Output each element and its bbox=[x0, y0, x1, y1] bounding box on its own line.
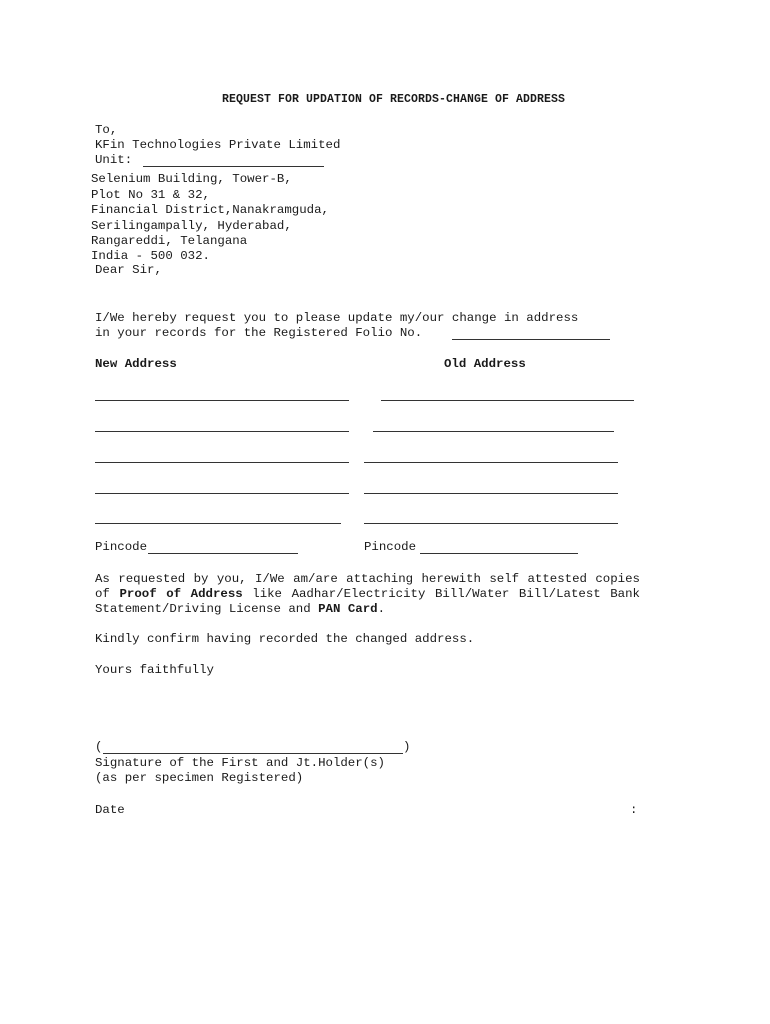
signature-close-paren: ) bbox=[403, 740, 411, 754]
address-line: Selenium Building, Tower-B, bbox=[91, 172, 292, 186]
address-line: Serilingampally, Hyderabad, bbox=[91, 219, 292, 233]
date-colon: : bbox=[630, 803, 638, 817]
old-address-line-1[interactable] bbox=[381, 400, 634, 401]
new-address-line-4[interactable] bbox=[95, 493, 349, 494]
old-address-line-4[interactable] bbox=[364, 493, 618, 494]
signature-note: (as per specimen Registered) bbox=[95, 771, 304, 785]
new-address-line-2[interactable] bbox=[95, 431, 349, 432]
old-pincode-label: Pincode bbox=[364, 540, 417, 554]
address-line: Rangareddi, Telangana bbox=[91, 234, 248, 248]
proof-of-address-emphasis: Proof of Address bbox=[119, 587, 243, 601]
salutation: Dear Sir, bbox=[95, 263, 162, 277]
closing-line: Yours faithfully bbox=[95, 663, 214, 677]
attachment-text: . bbox=[377, 602, 386, 616]
new-pincode-label: Pincode bbox=[95, 540, 148, 554]
signature-open-paren: ( bbox=[95, 740, 103, 754]
request-line-1: I/We hereby request you to please update my/our change in address bbox=[95, 311, 579, 325]
new-address-line-5[interactable] bbox=[95, 523, 341, 524]
pan-card-emphasis: PAN Card bbox=[318, 602, 378, 616]
attachment-paragraph bbox=[95, 572, 640, 617]
new-address-line-3[interactable] bbox=[95, 462, 349, 463]
new-address-line-1[interactable] bbox=[95, 400, 349, 401]
confirm-line: Kindly confirm having recorded the changed address. bbox=[95, 632, 475, 646]
signature-blank[interactable] bbox=[103, 753, 403, 754]
page-title: REQUEST FOR UPDATION OF RECORDS-CHANGE OF ADDRESS bbox=[222, 93, 566, 106]
old-address-line-5[interactable] bbox=[364, 523, 618, 524]
new-pincode-blank[interactable] bbox=[148, 553, 298, 554]
old-address-line-3[interactable] bbox=[364, 462, 618, 463]
to-line: To, bbox=[95, 123, 118, 137]
folio-number-blank[interactable] bbox=[452, 339, 610, 340]
request-line-2: in your records for the Registered Folio No. bbox=[95, 326, 430, 340]
address-line: Plot No 31 & 32, bbox=[91, 188, 210, 202]
date-label: Date bbox=[95, 803, 125, 817]
address-line: India - 500 032. bbox=[91, 249, 210, 263]
old-address-line-2[interactable] bbox=[373, 431, 614, 432]
old-address-heading: Old Address bbox=[444, 357, 526, 371]
new-address-heading: New Address bbox=[95, 357, 177, 371]
company-name: KFin Technologies Private Limited bbox=[95, 138, 341, 152]
attachment-text: As requested by you, I/We am/are attaching herewith self attested copies of bbox=[95, 572, 640, 601]
unit-blank[interactable] bbox=[143, 166, 324, 167]
signature-caption: Signature of the First and Jt.Holder(s) bbox=[95, 756, 385, 770]
address-line: Financial District,Nanakramguda, bbox=[91, 203, 329, 217]
unit-label: Unit: bbox=[95, 153, 140, 167]
attachment-text: like Aadhar/Electricity Bill/Water Bill/Latest Bank Statement/Driving License and bbox=[95, 587, 640, 616]
old-pincode-blank[interactable] bbox=[420, 553, 578, 554]
